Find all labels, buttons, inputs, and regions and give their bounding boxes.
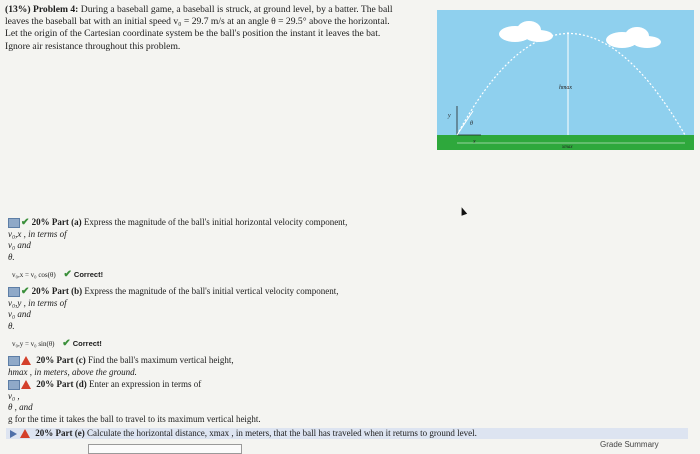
doc-icon[interactable]	[8, 218, 20, 228]
hmax-label: hmax	[559, 85, 572, 91]
part-d-text: Enter an expression in terms of	[89, 379, 202, 389]
part-a-line-3: θ.	[8, 251, 15, 262]
doc-icon[interactable]	[8, 287, 20, 297]
doc-icon[interactable]	[8, 356, 20, 366]
part-d-percent: 20%	[36, 379, 55, 389]
cursor-icon	[459, 206, 467, 216]
part-b-answer-row	[12, 338, 338, 351]
part-d	[8, 379, 261, 425]
part-a-percent: 20%	[31, 217, 50, 227]
part-a-label: Part (a)	[51, 217, 82, 227]
part-d-line-1: v₀ ,	[8, 390, 20, 401]
part-e-percent: 20%	[35, 428, 54, 438]
part-a-line-1: v₀,x , in terms of	[8, 228, 67, 239]
part-b-percent: 20%	[31, 286, 50, 296]
check-icon: ✔	[21, 286, 30, 298]
y-label: y	[448, 113, 451, 119]
doc-icon[interactable]	[8, 380, 20, 390]
part-b-label: Part (b)	[51, 286, 83, 296]
theta-label: θ	[470, 121, 473, 127]
check-icon: ✔	[63, 269, 72, 281]
problem-label: (13%) Problem 4:	[5, 4, 79, 15]
part-a-line-2: v₀ and	[8, 240, 31, 251]
part-a-answer: v₀,x = v₀ cos(θ)	[12, 271, 56, 280]
part-d-line-3: g for the time it takes the ball to travel to its maximum vertical height.	[8, 413, 261, 424]
problem-line-3: Let the origin of the Cartesian coordinate system be the ball's position the instant it leaves the bat.	[5, 28, 381, 40]
part-b-answer: v₀,y = v₀ sin(θ)	[12, 340, 55, 349]
part-e[interactable]	[6, 428, 688, 439]
trajectory-figure	[437, 10, 694, 150]
warning-icon	[20, 429, 30, 438]
check-icon: ✔	[21, 217, 30, 229]
check-icon: ✔	[62, 338, 71, 350]
part-c	[8, 355, 234, 378]
part-a	[8, 217, 347, 282]
sky	[437, 10, 694, 135]
part-c-text: Find the ball's maximum vertical height,	[87, 355, 234, 365]
problem-line-1: During a baseball game, a baseball is struck, at ground level, by a batter. The ball	[80, 4, 393, 15]
part-a-text: Express the magnitude of the ball's initial horizontal velocity component,	[83, 217, 348, 227]
xmax-label: xmax	[562, 145, 573, 150]
problem-statement	[5, 4, 435, 53]
part-c-percent: 20%	[36, 355, 55, 365]
grade-summary-link[interactable]: Grade Summary	[600, 440, 659, 449]
part-c-label: Part (c)	[56, 355, 86, 365]
part-d-label: Part (d)	[56, 379, 87, 389]
part-a-status: ✔ Correct!	[63, 269, 104, 281]
part-b	[8, 286, 338, 351]
part-e-label: Part (e)	[55, 428, 85, 438]
warning-icon	[21, 380, 31, 389]
warning-icon	[21, 356, 31, 365]
answer-input[interactable]	[88, 444, 242, 454]
part-a-answer-row	[12, 269, 347, 282]
play-icon[interactable]	[10, 430, 17, 438]
part-b-line-2: v₀ and	[8, 309, 31, 320]
part-b-text: Express the magnitude of the ball's initial vertical velocity component,	[84, 286, 339, 296]
x-label: x	[473, 139, 476, 145]
part-c-line-1: hmax , in meters, above the ground.	[8, 366, 137, 377]
part-b-line-1: v₀,y , in terms of	[8, 297, 67, 308]
problem-line-2: leaves the baseball bat with an initial speed v₀ = 29.7 m/s at an angle θ = 29.5° above the horizontal.	[5, 16, 390, 28]
part-d-line-2: θ , and	[8, 402, 33, 412]
problem-line-4: Ignore air resistance throughout this problem.	[5, 40, 181, 52]
part-b-line-3: θ.	[8, 320, 15, 331]
part-b-status: ✔ Correct!	[62, 338, 102, 350]
part-e-text: Calculate the horizontal distance, xmax , in meters, that the ball has traveled when it returns to ground level.	[86, 428, 477, 438]
